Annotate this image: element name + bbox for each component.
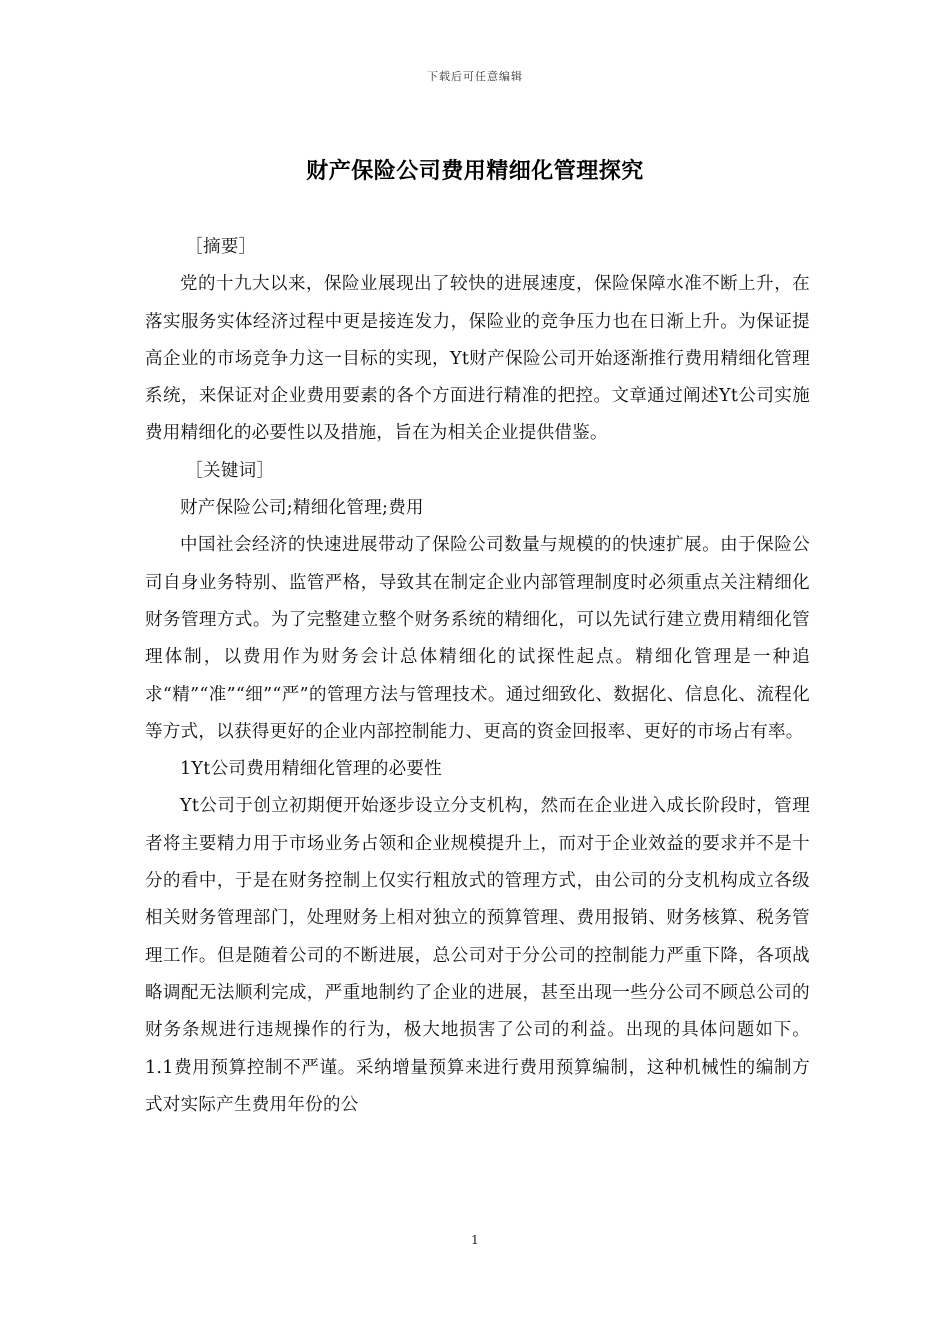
header-note: 下载后可任意编辑 xyxy=(427,70,523,83)
page-number: 1 xyxy=(471,1233,479,1247)
abstract-paragraph: 党的十九大以来，保险业展现出了较快的进展速度，保险保障水准不断上升，在落实服务实体经济过程中更是接连发力，保险业的竞争压力也在日渐上升。为保证提高企业的市场竞争力这一目标的实现，Yt财产保险公司开始逐渐推行费用精细化管理系统，来保证对企业费用要素的各个方面进行精准的把控。文章通过阐述Yt公司实施费用精细化的必要性以及措施，旨在为相关企业提供借鉴。 xyxy=(145,274,810,444)
intro-paragraph: 中国社会经济的快速进展带动了保险公司数量与规模的的快速扩展。由于保险公司自身业务特别、监管严格，导致其在制定企业内部管理制度时必须重点关注精细化财务管理方式。为了完整建立整个财务系统的精细化，可以先试行建立费用精细化管理体制，以费用作为财务会计总体精细化的试探性起点。精细化管理是一种追求“精”“准”“细”“严”的管理方法与管理技术。通过细致化、数据化、信息化、流程化等方式，以获得更好的企业内部控制能力、更高的资金回报率、更好的市场占有率。 xyxy=(145,535,810,742)
keywords-label: ［关键词］ xyxy=(185,460,275,481)
abstract-label: ［摘要］ xyxy=(185,237,257,257)
section-1-heading: 1Yt公司费用精细化管理的必要性 xyxy=(180,759,443,780)
keywords-paragraph: 财产保险公司;精细化管理;费用 xyxy=(180,498,424,519)
document-title: 财产保险公司费用精细化管理探究 xyxy=(306,159,644,184)
document-body xyxy=(145,229,810,1124)
section-1-paragraph: Yt公司于创立初期便开始逐步设立分支机构，然而在企业进入成长阶段时，管理者将主要精力用于市场业务占领和企业规模提升上，而对于企业效益的要求并不是十分的看中，于是在财务控制上仅实行粗放式的管理方式，由公司的分支机构成立各级相关财务管理部门，处理财务上相对独立的预算管理、费用报销、财务核算、税务管理工作。但是随着公司的不断进展，总公司对于分公司的控制能力严重下降，各项战略调配无法顺利完成，严重地制约了企业的进展，甚至出现一些分公司不顾总公司的财务条规进行违规操作的行为，极大地损害了公司的利益。出现的具体问题如下。1.1费用预算控制不严谨。采纳增量预算来进行费用预算编制，这种机械性的编制方式对实际产生费用年份的公 xyxy=(145,796,810,1115)
